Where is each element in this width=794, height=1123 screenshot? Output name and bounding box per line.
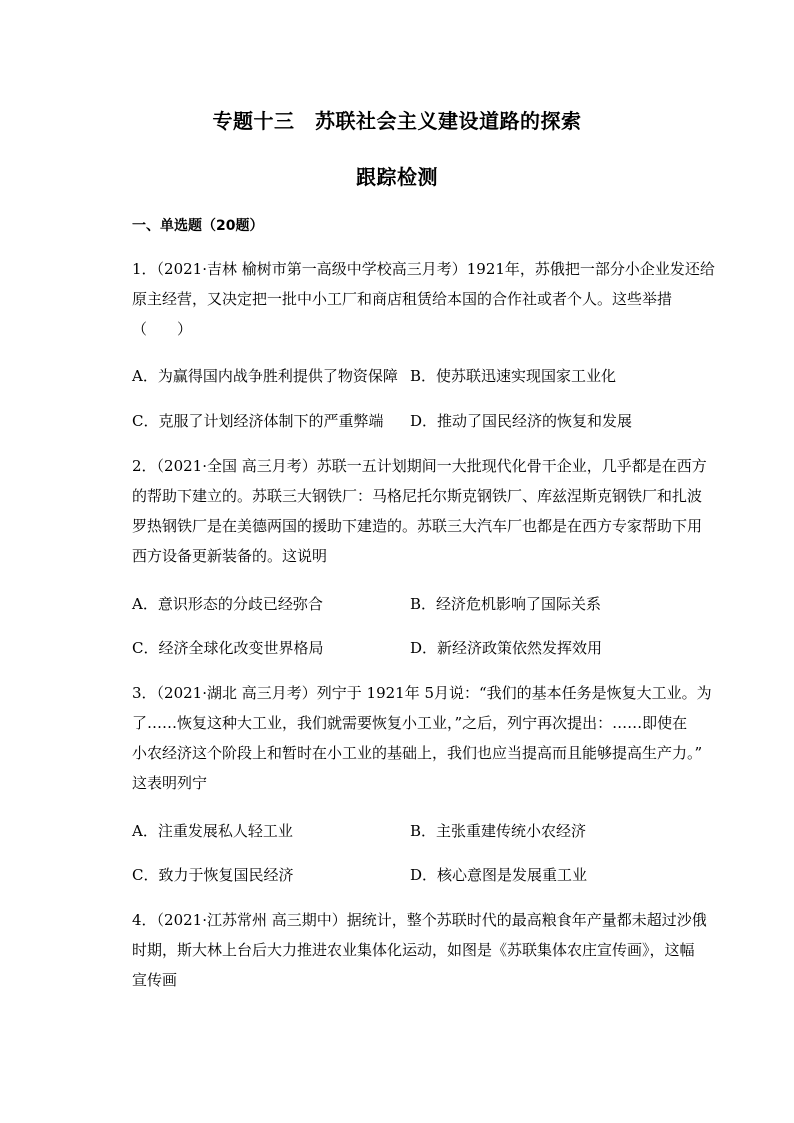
question-2-option-a[interactable]: A．意识形态的分歧已经弥合 bbox=[132, 595, 323, 613]
question-1-option-c[interactable]: C．克服了计划经济体制下的严重弊端 bbox=[132, 412, 384, 430]
question-3-line-4: 这表明列宁 bbox=[132, 774, 208, 792]
question-1-line-3: （ ） bbox=[132, 320, 193, 338]
page-subtitle: 跟踪检测 bbox=[356, 165, 438, 189]
question-3-stem bbox=[132, 678, 712, 798]
question-1-option-d[interactable]: D．推动了国民经济的恢复和发展 bbox=[410, 412, 633, 430]
question-3-option-b[interactable]: B．主张重建传统小农经济 bbox=[410, 822, 587, 840]
question-4-line-1: 4．（2021·江苏常州 高三期中）据统计，整个苏联时代的最高粮食年产量都未超过沙俄 bbox=[132, 911, 707, 929]
question-2-line-1: 2．（2021·全国 高三月考）苏联一五计划期间一大批现代化骨干企业，几乎都是在西方 bbox=[132, 457, 707, 475]
question-1-option-a[interactable]: A．为赢得国内战争胜利提供了物资保障 bbox=[132, 367, 398, 385]
question-3-line-2: 了……恢复这种大工业，我们就需要恢复小工业，”之后，列宁再次提出：……即使在 bbox=[132, 714, 688, 732]
question-4-stem bbox=[132, 905, 707, 995]
question-3-option-c[interactable]: C．致力于恢复国民经济 bbox=[132, 866, 294, 884]
question-1-line-1: 1．（2021·吉林 榆树市第一高级中学校高三月考）1921年，苏俄把一部分小企业发还给 bbox=[132, 260, 715, 278]
question-2-line-3: 罗热钢铁厂是在美德两国的援助下建造的。苏联三大汽车厂也都是在西方专家帮助下用 bbox=[132, 517, 703, 535]
question-3-line-1: 3．（2021·湖北 高三月考）列宁于 1921年 5月说：“我们的基本任务是恢复大工业。为 bbox=[132, 684, 712, 702]
question-3-line-3: 小农经济这个阶段上和暂时在小工业的基础上，我们也应当提高而且能够提高生产力。” bbox=[132, 744, 703, 762]
page-title: 专题十三 苏联社会主义建设道路的探索 bbox=[212, 109, 582, 133]
section-heading: 一、单选题（20题） bbox=[132, 218, 264, 234]
question-3-option-d[interactable]: D．核心意图是发展重工业 bbox=[410, 866, 588, 884]
question-3-option-a[interactable]: A．注重发展私人轻工业 bbox=[132, 822, 293, 840]
question-4-line-2: 时期，斯大林上台后大力推进农业集体化运动，如图是《苏联集体农庄宣传画》，这幅 bbox=[132, 941, 695, 959]
question-2-option-c[interactable]: C．经济全球化改变世界格局 bbox=[132, 639, 324, 657]
question-2-stem bbox=[132, 451, 707, 571]
question-4-line-3: 宣传画 bbox=[132, 971, 178, 989]
question-1-option-b[interactable]: B．使苏联迅速实现国家工业化 bbox=[410, 367, 617, 385]
question-2-option-d[interactable]: D．新经济政策依然发挥效用 bbox=[410, 639, 603, 657]
question-1-stem bbox=[132, 254, 715, 344]
question-2-option-b[interactable]: B．经济危机影响了国际关系 bbox=[410, 595, 602, 613]
question-1-line-2: 原主经营，又决定把一批中小工厂和商店租赁给本国的合作社或者个人。这些举措 bbox=[132, 290, 673, 308]
question-2-line-4: 西方设备更新装备的。这说明 bbox=[132, 547, 328, 565]
question-2-line-2: 的帮助下建立的。苏联三大钢铁厂：马格尼托尔斯克钢铁厂、库兹涅斯克钢铁厂和扎波 bbox=[132, 487, 703, 505]
